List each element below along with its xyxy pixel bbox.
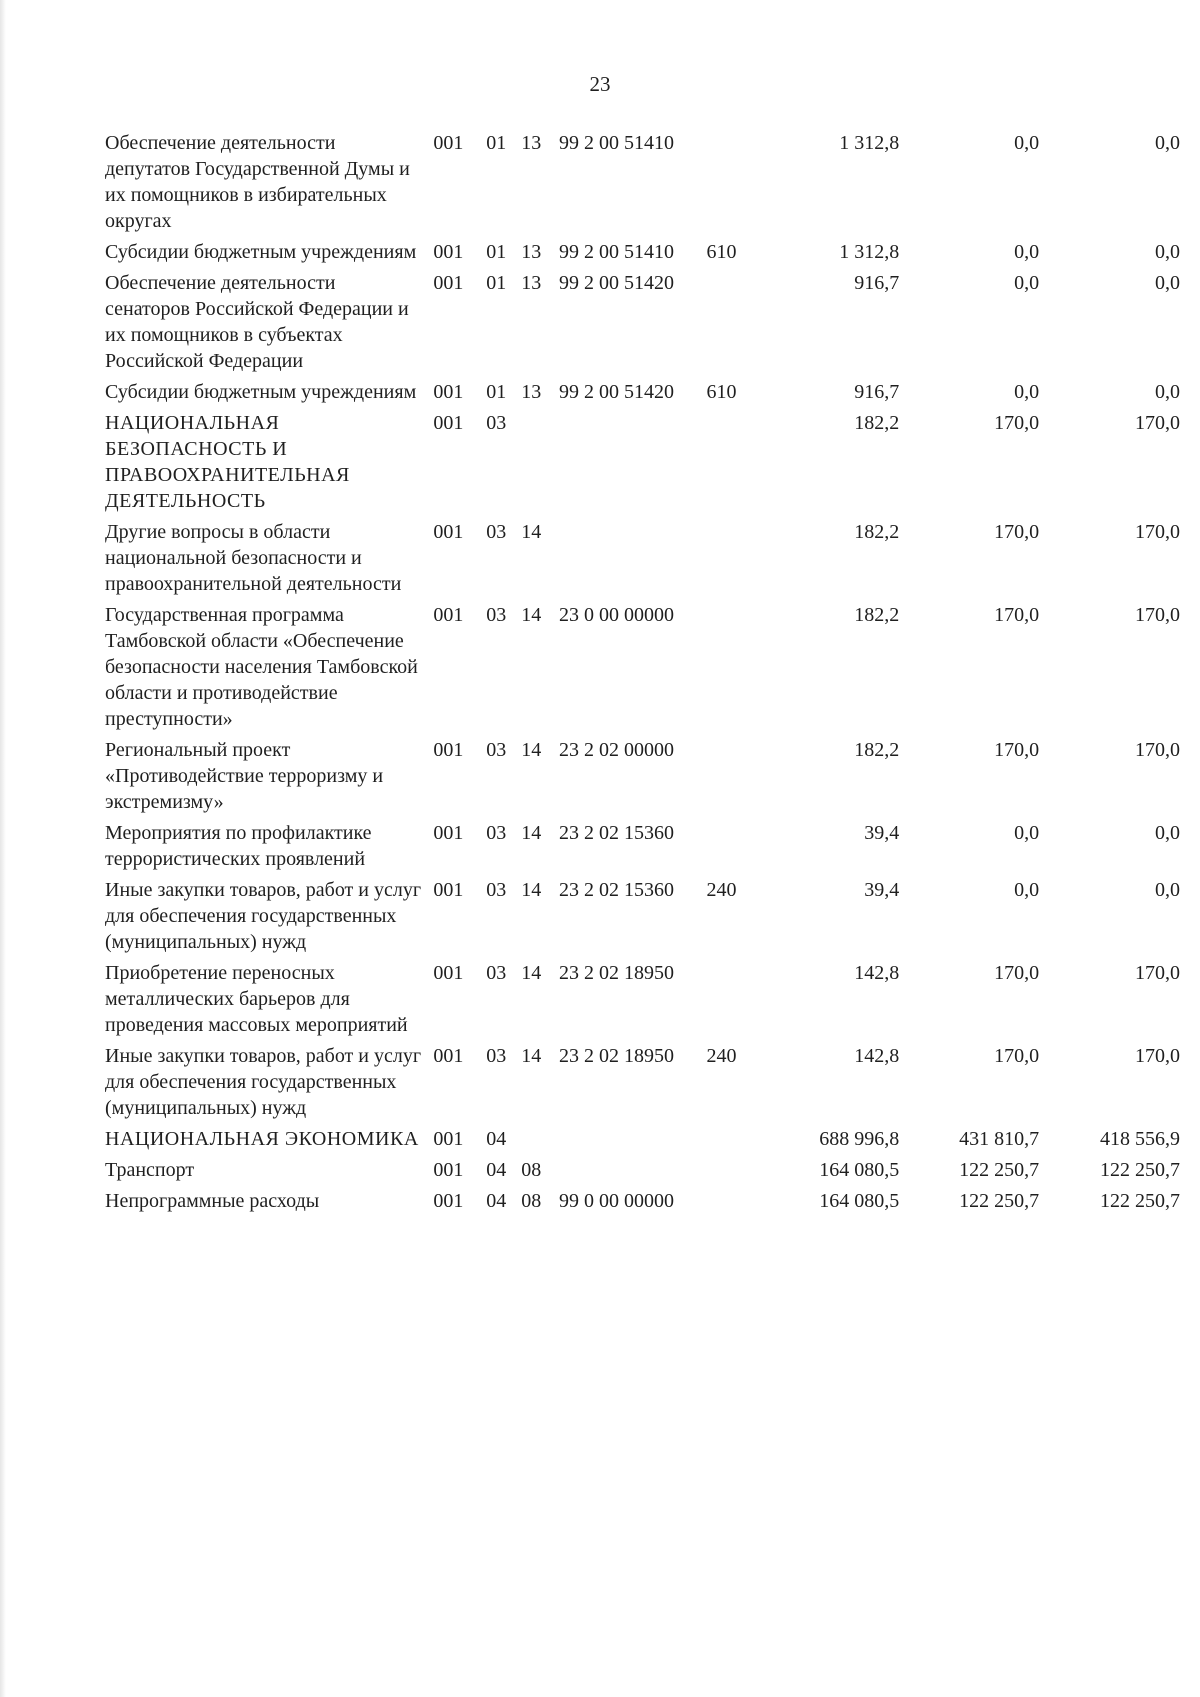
amount-year-3: 170,0 <box>1135 604 1180 626</box>
grbs-code: 001 <box>433 412 464 434</box>
amount-year-1: 916,7 <box>854 272 900 294</box>
amount-year-1: 182,2 <box>854 739 900 761</box>
expense-name: Обеспечение деятельности депутатов Государственной Думы и их помощников в избирательных округах <box>105 132 410 232</box>
amount-year-1: 164 080,5 <box>819 1190 900 1212</box>
section-code: 03 <box>486 879 507 901</box>
section-code: 03 <box>486 962 507 984</box>
expense-type-code <box>707 602 765 737</box>
expense-name: Субсидии бюджетным учреждениям <box>105 381 417 403</box>
amount-year-2: 0,0 <box>1014 822 1040 844</box>
amount-year-3: 0,0 <box>1155 272 1180 294</box>
amount-year-1: 182,2 <box>854 412 900 434</box>
target-article-code: 23 2 02 15360 <box>558 879 674 901</box>
expense-name: Субсидии бюджетным учреждениям <box>105 241 417 263</box>
expense-name: Другие вопросы в области национальной безопасности и правоохранительной деятельности <box>105 521 402 595</box>
subsection-code: 13 <box>521 272 542 294</box>
table-row <box>105 1188 1180 1219</box>
grbs-code: 001 <box>433 1045 464 1067</box>
target-article-code <box>553 410 707 519</box>
subsection-code: 14 <box>521 1045 542 1067</box>
expense-type-code <box>707 820 765 877</box>
grbs-code: 001 <box>433 822 464 844</box>
amount-year-3: 122 250,7 <box>1100 1190 1180 1212</box>
amount-year-3: 170,0 <box>1135 521 1180 543</box>
expense-name: Региональный проект «Противодействие терроризму и экстремизму» <box>105 739 384 813</box>
subsection-code <box>521 410 553 519</box>
amount-year-3: 0,0 <box>1155 381 1180 403</box>
table-row <box>105 737 1180 820</box>
subsection-code: 13 <box>521 241 542 263</box>
amount-year-1: 916,7 <box>854 381 900 403</box>
expense-type-code <box>707 1188 765 1219</box>
target-article-code <box>553 1157 707 1188</box>
expense-name: Иные закупки товаров, работ и услуг для обеспечения государственных (муниципальных) нужд <box>105 1045 422 1119</box>
amount-year-3: 170,0 <box>1135 1045 1180 1067</box>
target-article-code: 23 2 02 18950 <box>558 962 674 984</box>
grbs-code: 001 <box>433 241 464 263</box>
section-code: 04 <box>486 1159 507 1181</box>
page-number: 23 <box>589 72 611 96</box>
amount-year-1: 39,4 <box>864 822 900 844</box>
target-article-code: 99 2 00 51420 <box>558 272 674 294</box>
grbs-code: 001 <box>433 1159 464 1181</box>
subsection-code: 08 <box>521 1159 542 1181</box>
table-row <box>105 960 1180 1043</box>
expense-name: Транспорт <box>105 1159 195 1181</box>
expense-name: Обеспечение деятельности сенаторов Российской Федерации и их помощников в субъектах Российской Федерации <box>105 272 409 372</box>
table-row <box>105 1043 1180 1126</box>
subsection-code: 14 <box>521 822 542 844</box>
target-article-code: 99 0 00 00000 <box>558 1190 674 1212</box>
amount-year-3: 170,0 <box>1135 962 1180 984</box>
section-code: 01 <box>486 132 507 154</box>
target-article-code: 99 2 00 51420 <box>558 381 674 403</box>
grbs-code: 001 <box>433 962 464 984</box>
amount-year-1: 142,8 <box>854 962 900 984</box>
amount-year-1: 39,4 <box>864 879 900 901</box>
section-code: 01 <box>486 241 507 263</box>
expense-name: Непрограммные расходы <box>105 1190 320 1212</box>
table-row <box>105 379 1180 410</box>
subsection-code: 14 <box>521 739 542 761</box>
grbs-code: 001 <box>433 1128 464 1150</box>
expense-name: Приобретение переносных металлических барьеров для проведения массовых мероприятий <box>105 962 408 1036</box>
subsection-code: 14 <box>521 879 542 901</box>
amount-year-2: 122 250,7 <box>959 1159 1040 1181</box>
expense-name: НАЦИОНАЛЬНАЯ БЕЗОПАСНОСТЬ И ПРАВООХРАНИТЕЛЬНАЯ ДЕЯТЕЛЬНОСТЬ <box>105 412 350 512</box>
subsection-code <box>521 1126 553 1157</box>
amount-year-2: 170,0 <box>994 962 1040 984</box>
expense-name: Иные закупки товаров, работ и услуг для обеспечения государственных (муниципальных) нужд <box>105 879 422 953</box>
table-row <box>105 410 1180 519</box>
grbs-code: 001 <box>433 1190 464 1212</box>
amount-year-3: 0,0 <box>1155 822 1180 844</box>
table-row <box>105 1157 1180 1188</box>
expense-type-code: 240 <box>706 879 737 901</box>
amount-year-2: 170,0 <box>994 739 1040 761</box>
section-code: 03 <box>486 739 507 761</box>
target-article-code: 99 2 00 51410 <box>558 132 674 154</box>
subsection-code: 14 <box>521 962 542 984</box>
amount-year-2: 170,0 <box>994 604 1040 626</box>
subsection-code: 08 <box>521 1190 542 1212</box>
target-article-code: 23 2 02 15360 <box>558 822 674 844</box>
subsection-code: 14 <box>521 521 542 543</box>
expense-type-code <box>707 960 765 1043</box>
amount-year-2: 122 250,7 <box>959 1190 1040 1212</box>
amount-year-1: 182,2 <box>854 604 900 626</box>
table-row <box>105 1126 1180 1157</box>
section-code: 03 <box>486 412 507 434</box>
amount-year-1: 1 312,8 <box>839 241 900 263</box>
amount-year-2: 0,0 <box>1014 272 1040 294</box>
table-row <box>105 602 1180 737</box>
amount-year-1: 142,8 <box>854 1045 900 1067</box>
table-row <box>105 130 1180 239</box>
amount-year-1: 182,2 <box>854 521 900 543</box>
grbs-code: 001 <box>433 739 464 761</box>
amount-year-3: 0,0 <box>1155 132 1180 154</box>
table-row <box>105 820 1180 877</box>
target-article-code: 99 2 00 51410 <box>558 241 674 263</box>
amount-year-2: 0,0 <box>1014 132 1040 154</box>
expense-type-code <box>707 130 765 239</box>
amount-year-3: 0,0 <box>1155 879 1180 901</box>
expense-type-code <box>707 737 765 820</box>
amount-year-3: 170,0 <box>1135 412 1180 434</box>
grbs-code: 001 <box>433 879 464 901</box>
amount-year-2: 0,0 <box>1014 241 1040 263</box>
budget-table <box>105 130 1180 1219</box>
target-article-code: 23 2 02 18950 <box>558 1045 674 1067</box>
subsection-code: 13 <box>521 132 542 154</box>
expense-type-code <box>707 410 765 519</box>
grbs-code: 001 <box>433 132 464 154</box>
section-code: 03 <box>486 604 507 626</box>
amount-year-2: 0,0 <box>1014 381 1040 403</box>
amount-year-2: 170,0 <box>994 1045 1040 1067</box>
table-row <box>105 239 1180 270</box>
expense-name: НАЦИОНАЛЬНАЯ ЭКОНОМИКА <box>105 1128 419 1150</box>
expense-type-code <box>707 270 765 379</box>
grbs-code: 001 <box>433 381 464 403</box>
expense-type-code: 610 <box>706 241 737 263</box>
amount-year-2: 431 810,7 <box>959 1128 1040 1150</box>
section-code: 03 <box>486 1045 507 1067</box>
amount-year-2: 170,0 <box>994 521 1040 543</box>
amount-year-3: 122 250,7 <box>1100 1159 1180 1181</box>
section-code: 01 <box>486 272 507 294</box>
subsection-code: 14 <box>521 604 542 626</box>
grbs-code: 001 <box>433 521 464 543</box>
expense-type-code <box>707 519 765 602</box>
table-row <box>105 877 1180 960</box>
amount-year-3: 418 556,9 <box>1100 1128 1180 1150</box>
section-code: 03 <box>486 521 507 543</box>
target-article-code: 23 2 02 00000 <box>558 739 674 761</box>
table-body <box>105 130 1180 1219</box>
amount-year-3: 0,0 <box>1155 241 1180 263</box>
amount-year-1: 1 312,8 <box>839 132 900 154</box>
subsection-code: 13 <box>521 381 542 403</box>
target-article-code <box>553 519 707 602</box>
expense-type-code: 610 <box>706 381 737 403</box>
section-code: 01 <box>486 381 507 403</box>
expense-type-code <box>707 1126 765 1157</box>
scan-edge-shadow <box>0 0 6 1697</box>
expense-name: Мероприятия по профилактике террористических проявлений <box>105 822 372 870</box>
expense-type-code: 240 <box>706 1045 737 1067</box>
expense-name: Государственная программа Тамбовской области «Обеспечение безопасности населения Тамбовской области и противодействие преступности» <box>105 604 418 730</box>
section-code: 03 <box>486 822 507 844</box>
section-code: 04 <box>486 1190 507 1212</box>
grbs-code: 001 <box>433 272 464 294</box>
amount-year-1: 164 080,5 <box>819 1159 900 1181</box>
table-row <box>105 519 1180 602</box>
table-row <box>105 270 1180 379</box>
amount-year-3: 170,0 <box>1135 739 1180 761</box>
amount-year-1: 688 996,8 <box>819 1128 900 1150</box>
amount-year-2: 0,0 <box>1014 879 1040 901</box>
target-article-code: 23 0 00 00000 <box>558 604 674 626</box>
amount-year-2: 170,0 <box>994 412 1040 434</box>
target-article-code <box>553 1126 707 1157</box>
expense-type-code <box>707 1157 765 1188</box>
grbs-code: 001 <box>433 604 464 626</box>
section-code: 04 <box>486 1128 507 1150</box>
